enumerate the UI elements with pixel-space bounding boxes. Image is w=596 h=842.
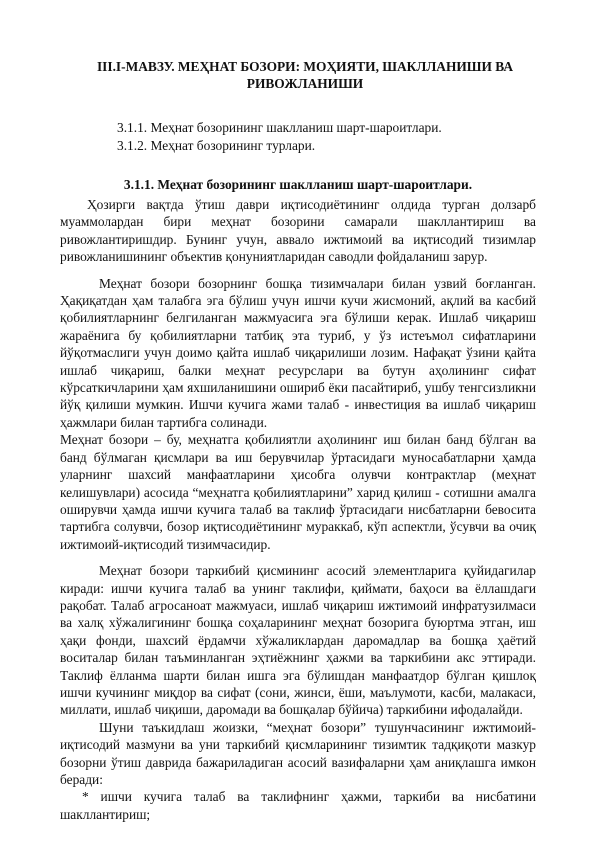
paragraph-1: Ҳозирги вақтда ўтиш даври иқтисодиётининг олдида турган долзарб муаммолардан бири меҳнат бозорини самарали шакллантириш ва ривожлантиришдир. Бунинг учун, аввало ижтимоий ва иқтисодий тизимлар ривожланишининг объектив қонуниятларидан саводли фойдаланиш зарур. (60, 197, 536, 265)
section-heading: 3.1.1. Меҳнат бозорининг шаклланиш шарт-шароитлари. (123, 177, 473, 192)
body-text (60, 196, 536, 823)
paragraph-3: Меҳнат бозори – бу, меҳнатга қобилиятли аҳолининг иш билан банд бўлган ва банд бўлмаган қисмлари ва иш берувчилар ўртасидаги муносабатларни ҳамда уларнинг шахсий манфаатларини ҳисобга олувчи контрактлар (меҳнат келишувлари) асосида “меҳнатга қобилиятларини” харид қилиш - сотишни амалга оширувчи ҳамда ишчи кучига талаб ва таклиф ўртасидаги нисбатларни бевосита тартибга солувчи, бозор иқтисодиётининг мураккаб, кўп аспектли, ўсувчи ва очиқ ижтимоий-иқтисодий тизимчасидир. (60, 432, 536, 552)
paragraph-5: Шуни таъкидлаш жоизки, “меҳнат бозори” тушунчасининг ижтимоий-иқтисодий мазмуни ва уни таркибий қисмларининг тизимтик тадқиқоти мазкур бозорни ўтиш даврида бажариладиган асосий вазифаларни ҳам аниқлашга имкон беради: (60, 719, 536, 787)
bullet-item: * ишчи кучига талаб ва таклифнинг ҳажми, таркиби ва нисбатини шакллантириш; (60, 789, 536, 822)
toc-item-2: 3.1.2. Меҳнат бозорининг турлари. (117, 138, 316, 153)
paragraph-2: Меҳнат бозори бозорнинг бошқа тизимчалари билан узвий боғланган. Ҳақиқатдан ҳам талабга эга бўлиш учун ишчи кучи жисмоний, ақлий ва касбий қобилиятларнинг белгиланган мажмуасига эга бўлиши керак. Ишлаб чиқариш жараёнига бу қобилиятларни татбиқ эта туриб, у ўз истеъмол сифатларини йўқотмаслиги учун доимо қайта ишлаб чиқарилиши лозим. Нафақат ўзини қайта ишлаб чиқариш, балки меҳнат ресурслари ва бутун аҳолининг сифат кўрсаткичларини ҳам яхшиланишини ошириб ёки пасайтириб, ушбу тенгсизликни йўқ қилиши мумкин. Ишчи кучига жами талаб - инвестиция ва ишлаб чиқариш ҳажмлари билан тартибга солинади. (60, 275, 536, 430)
page-title: III.I-МАВЗУ. МЕҲНАТ БОЗОРИ: МОҲИЯТИ, ШАКЛЛАНИШИ ВА РИВОЖЛАНИШИ (96, 59, 514, 91)
toc-item-1: 3.1.1. Меҳнат бозорининг шаклланиш шарт-шароитлари. (117, 120, 442, 135)
paragraph-4: Меҳнат бозори таркибий қисмининг асосий элементларига қуйидагилар киради: ишчи кучига талаб ва унинг таклифи, қиймати, баҳоси ва ёллашдаги рақобат. Талаб агросаноат мажмуаси, ишлаб чиқариш ижтимоий инфратузилмаси ва халқ хўжалигининг бошқа соҳаларининг меҳнат бозорига буюртма этган, иш ҳақи фонди, шахсий ёрдамчи хўжаликлардан даромадлар ва бошқа ҳаётий воситалар билан таъминланган эҳтиёжнинг ҳажми ва таркибини акс эттиради. Таклиф ёлланма шарти билан ишга эга бўлишдан манфаатдор бўлган қишлоқ ишчи кучининг миқдор ва сифат (сони, жинси, ёши, маълумоти, касби, малакаси, миллати, ишлаб чиқиши, даромади ва бошқалар бўйича) таркибини ифодалайди. (60, 563, 536, 718)
table-of-contents (117, 119, 537, 155)
